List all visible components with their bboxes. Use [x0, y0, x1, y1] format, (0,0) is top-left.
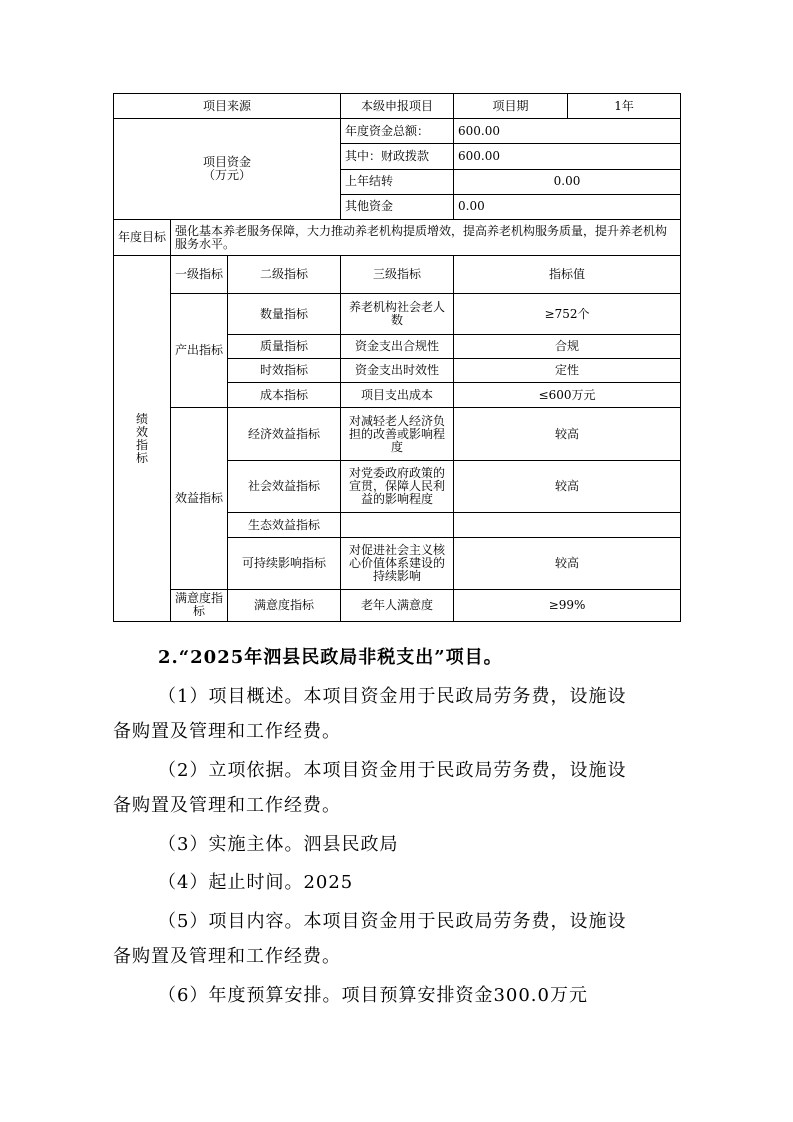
- fund-value: 0.00: [454, 169, 681, 194]
- perf-label: [114, 256, 171, 622]
- goal-label: 年度目标: [114, 219, 171, 255]
- benefit-label: 效益指标: [171, 408, 228, 589]
- indicator-l3: 对减轻老人经济负担的改善或影响程度: [341, 408, 454, 460]
- indicator-value: ≥99%: [454, 589, 681, 621]
- header-l3: 三级指标: [341, 256, 454, 294]
- indicator-value: ≥752个: [454, 294, 681, 334]
- indicator-l3: 对党委政府政策的宣贯，保障人民利益的影响程度: [341, 460, 454, 512]
- header-l2: 二级指标: [228, 256, 341, 294]
- indicator-value: 较高: [454, 408, 681, 460]
- indicator-l2: 数量指标: [228, 294, 341, 334]
- indicator-l3: 老年人满意度: [341, 589, 454, 621]
- indicator-l3: 对促进社会主义核心价值体系建设的持续影响: [341, 538, 454, 589]
- fund-label: 上年结转: [341, 169, 454, 194]
- header-value: 指标值: [454, 256, 681, 294]
- perf-label-text: 绩效指标: [135, 411, 148, 465]
- source-value: 本级申报项目: [341, 94, 454, 119]
- goal-text: 强化基本养老服务保障，大力推动养老机构提质增效，提高养老机构服务质量，提升养老机构服务水平。: [171, 219, 681, 255]
- indicator-value: [454, 513, 681, 538]
- paragraph-line: 备购置及管理和工作经费。: [113, 795, 341, 816]
- indicator-l3: 养老机构社会老人数: [341, 294, 454, 334]
- indicator-value: 定性: [454, 358, 681, 382]
- source-label: 项目来源: [114, 94, 341, 119]
- indicator-value: 较高: [454, 460, 681, 512]
- fund-value: 600.00: [454, 119, 681, 144]
- fund-label: 其他资金: [341, 194, 454, 219]
- section-heading: 2.“2025年泗县民政局非税支出”项目。: [158, 647, 503, 668]
- fund-value: 0.00: [454, 194, 681, 219]
- period-label: 项目期: [454, 94, 568, 119]
- paragraph-line: （3）实施主体。泗县民政局: [158, 834, 399, 855]
- indicator-l3: [341, 513, 454, 538]
- fund-label: 年度资金总额：: [341, 119, 454, 144]
- indicator-value: 合规: [454, 334, 681, 358]
- indicator-l3: 资金支出时效性: [341, 358, 454, 382]
- period-value: 1年: [568, 94, 681, 119]
- funds-label: 项目资金: [203, 155, 252, 170]
- paragraph-line: （4）起止时间。2025: [158, 872, 354, 893]
- paragraph-line: 备购置及管理和工作经费。: [113, 721, 341, 742]
- funds-unit: （万元）: [203, 168, 252, 183]
- fund-value: 600.00: [454, 144, 681, 169]
- indicator-l2: 成本指标: [228, 383, 341, 408]
- indicator-value: ≤600万元: [454, 383, 681, 408]
- indicator-l2: 可持续影响指标: [228, 538, 341, 589]
- output-label: 产出指标: [171, 294, 228, 408]
- indicator-value: 较高: [454, 538, 681, 589]
- indicator-l2: 时效指标: [228, 358, 341, 382]
- indicator-l2: 生态效益指标: [228, 513, 341, 538]
- paragraph-line: （6）年度预算安排。项目预算安排资金300.0万元: [158, 985, 588, 1006]
- header-l1: 一级指标: [171, 256, 228, 294]
- project-table: [113, 93, 681, 622]
- indicator-l2: 满意度指标: [228, 589, 341, 621]
- indicator-l3: 项目支出成本: [341, 383, 454, 408]
- indicator-l2: 经济效益指标: [228, 408, 341, 460]
- paragraph-line: （1）项目概述。本项目资金用于民政局劳务费，设施设: [158, 686, 627, 707]
- paragraph-line: （5）项目内容。本项目资金用于民政局劳务费，设施设: [158, 911, 627, 932]
- satisfaction-label: 满意度指标: [171, 589, 228, 621]
- indicator-l3: 资金支出合规性: [341, 334, 454, 358]
- paragraph-line: （2）立项依据。本项目资金用于民政局劳务费，设施设: [158, 760, 627, 781]
- funds-label-cell: [114, 119, 341, 220]
- paragraph-line: 备购置及管理和工作经费。: [113, 946, 341, 967]
- indicator-l2: 社会效益指标: [228, 460, 341, 512]
- indicator-l2: 质量指标: [228, 334, 341, 358]
- fund-label: 其中：财政拨款: [341, 144, 454, 169]
